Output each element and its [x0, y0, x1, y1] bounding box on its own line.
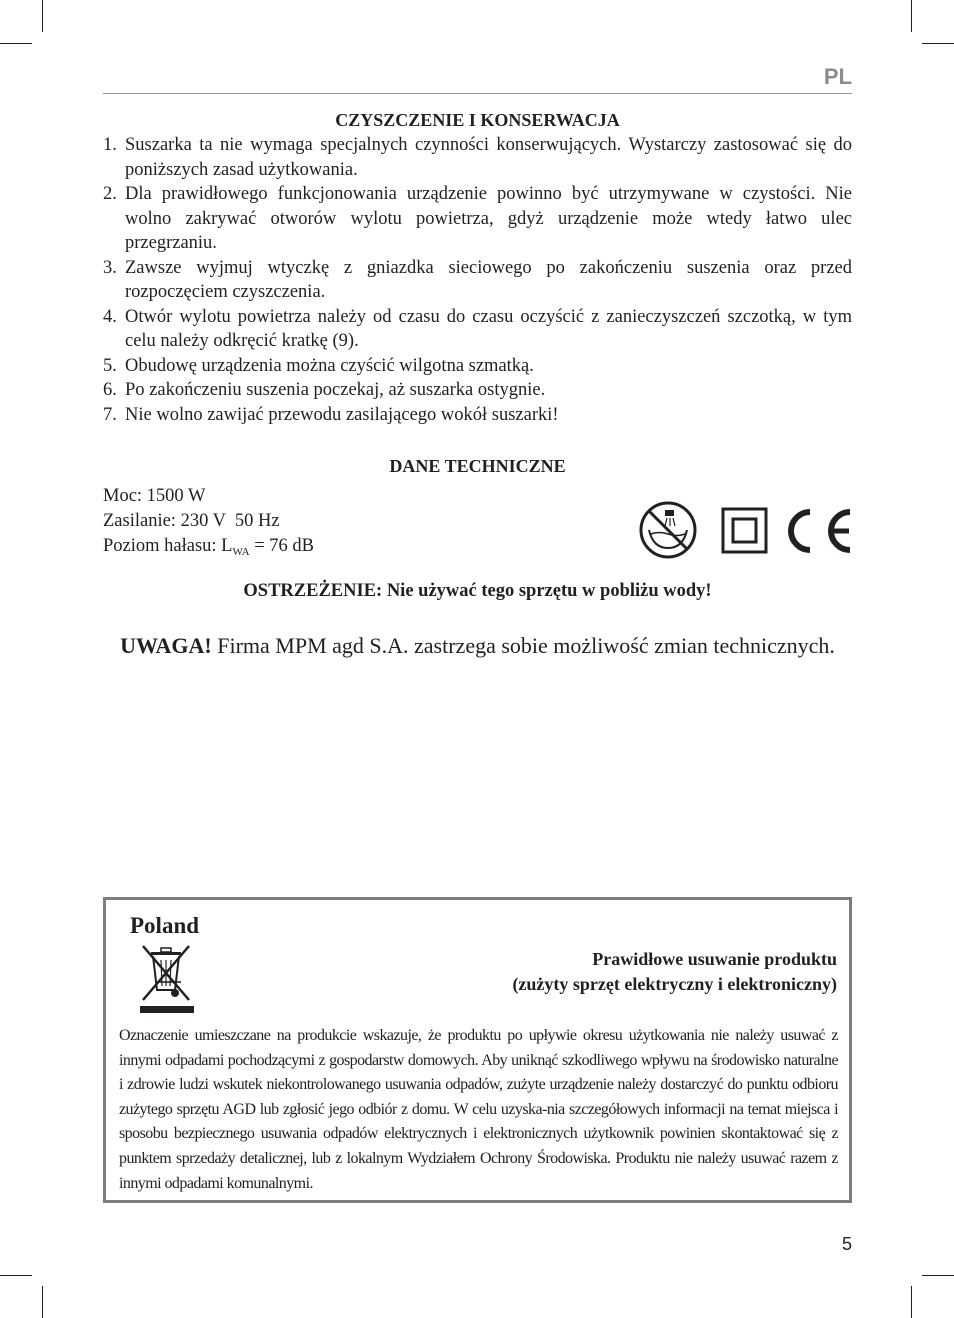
ce-mark-icon	[791, 512, 850, 550]
disposal-heading: Prawidłowe usuwanie produktu (zużyty sprzęt elektryczny i elektroniczny)	[512, 949, 837, 994]
crop-mark	[911, 1286, 912, 1318]
spec-noise: Poziom hałasu: $L_{WA} = 76$ dB	[103, 536, 314, 558]
disposal-text: Oznaczenie umieszczane na produkcie wskazuje, że produktu po upływie okresu użytkowania nie należy usuwać z innymi odpadami pochodzącymi z gospodarstw domowych. Aby uniknąć szkodliwego wpływu na środowisko naturalne i zdrowie ludzi wskutek niekontrolowanego usuwania odpadów, zużyte urządzenie należy dostarczyć do punktu odbioru zużytego sprzętu AGD lub zgłosić jego odbiór z domu. W celu uzyska-nia szczegółowych informacji na temat miejsca i sposobu bezpiecznego usuwania odpadów elektrycznych i elektronicznych użytkownik powinien skontaktować się z punktem sprzedaży detalicznej, lub z lokalnym Wydziałem Ochrony Środowiska. Produktu nie należy usuwać razem z innymi odpadami komunalnymi.	[119, 1027, 838, 1192]
crossed-bin-icon	[137, 940, 197, 1015]
list-item: 3. Zawsze wyjmuj wtyczkę z gniazdka sieciowego po zakończeniu suszenia oraz przed rozpoczęciem czyszczenia.	[103, 257, 852, 302]
cleaning-list	[103, 133, 852, 427]
crop-mark	[922, 43, 954, 44]
crop-mark	[42, 0, 43, 32]
crop-mark	[0, 43, 32, 44]
double-insulation-icon	[723, 509, 766, 552]
list-item: 2. Dla prawidłowego funkcjonowania urządzenie powinno być utrzymywane w czystości. Nie wolno zakrywać otworów wylotu powietrza, gdyż urządzenie może wtedy łatwo ulec przegrzaniu.	[103, 184, 852, 253]
spec-supply: Zasilanie: 230 V 50 Hz	[103, 511, 280, 531]
country-label: Poland	[130, 913, 200, 938]
spec-power: Moc: 1500 W	[103, 486, 206, 506]
page-number: 5	[841, 1234, 852, 1254]
crop-mark	[922, 1275, 954, 1276]
list-item: 4. Otwór wylotu powietrza należy od czasu do czasu oczyścić z zanieczyszczeń szczotką, w tym celu należy odkręcić kratkę (9).	[103, 306, 852, 351]
technical-changes-notice: UWAGA! Firma MPM agd S.A. zastrzega sobie możliwość zmian technicznych.	[120, 633, 835, 658]
no-water-icon	[641, 503, 695, 557]
list-item: 7. Nie wolno zawijać przewodu zasilającego wokół suszarki!	[103, 404, 559, 425]
crop-mark	[0, 1275, 32, 1276]
header-rule	[103, 93, 852, 94]
cleaning-title: CZYSZCZENIE I KONSERWACJA	[335, 110, 620, 130]
crop-mark	[42, 1286, 43, 1318]
water-warning: OSTRZEŻENIE: Nie używać tego sprzętu w pobliżu wody!	[243, 581, 712, 601]
list-item: 5. Obudowę urządzenia można czyścić wilgotna szmatką.	[103, 355, 534, 376]
list-item: 6. Po zakończeniu suszenia poczekaj, aż suszarka ostygnie.	[103, 380, 546, 400]
specs-title: DANE TECHNICZNE	[389, 456, 566, 476]
safety-symbols	[639, 500, 853, 560]
list-item: 1. Suszarka ta nie wymaga specjalnych czynności konserwujących. Wystarczy zastosować się do poniższych zasad użytkowania.	[103, 135, 852, 180]
language-label: PL	[823, 64, 852, 89]
disposal-box	[103, 897, 852, 1203]
crop-mark	[911, 0, 912, 32]
